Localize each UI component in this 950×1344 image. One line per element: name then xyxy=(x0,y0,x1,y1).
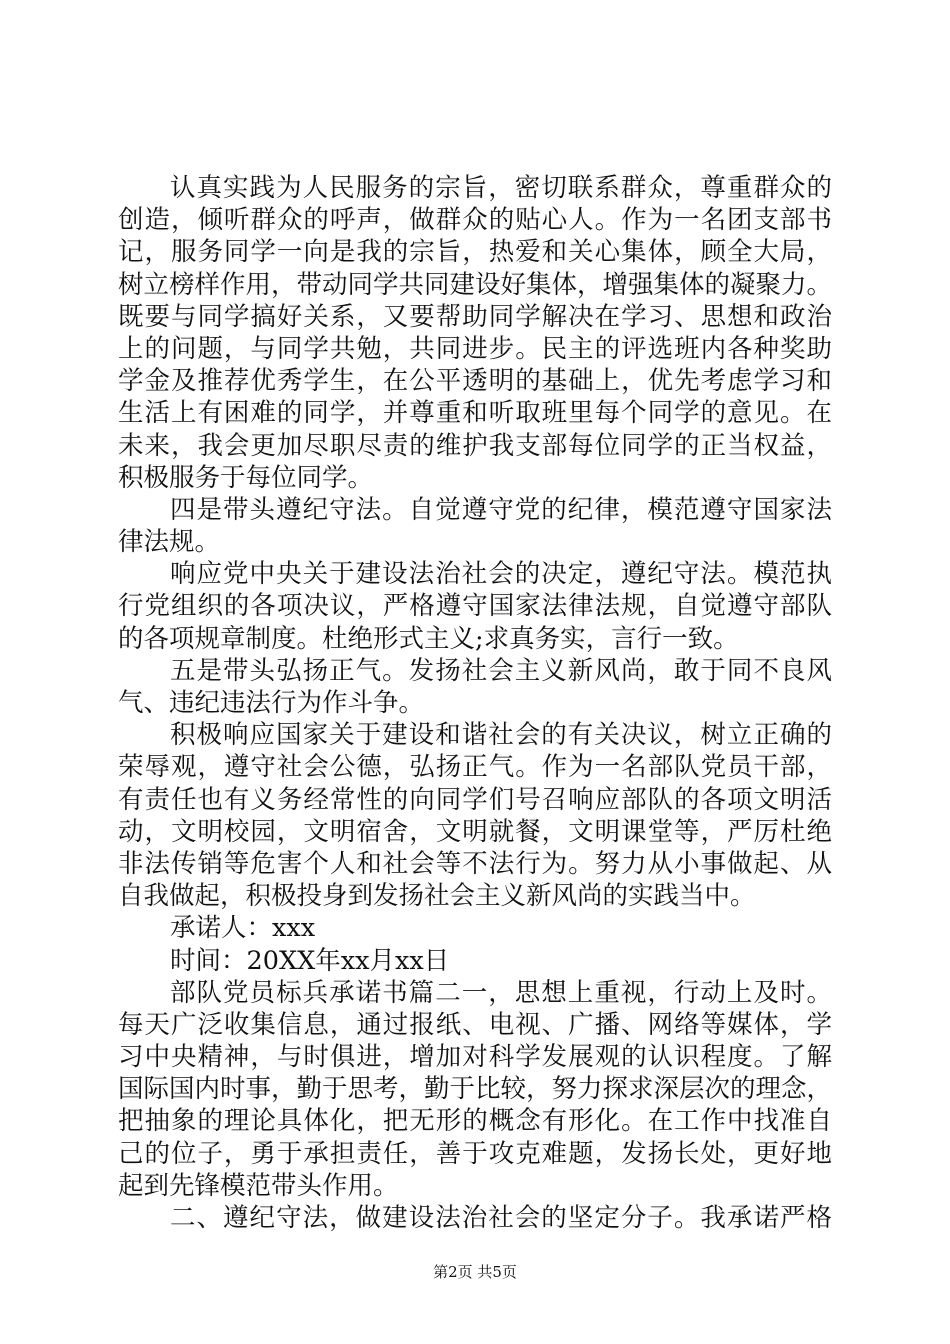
text-line: 二、遵纪守法，做建设法治社会的坚定分子。我承诺严格 xyxy=(170,1203,832,1233)
text-line: 行党组织的各项决议，严格遵守国家法律法规，自觉遵守部队 xyxy=(118,591,832,622)
document-body xyxy=(118,172,832,1234)
text-line: 记，服务同学一向是我的宗旨，热爱和关心集体，顾全大局， xyxy=(118,237,832,268)
text-line: 把抽象的理论具体化，把无形的概念有形化。在工作中找准自 xyxy=(118,1106,832,1137)
text-line: 上的问题，与同学共勉，共同进步。民主的评选班内各种奖助 xyxy=(118,333,832,364)
text-line: 时间：20XX年xx月xx日 xyxy=(170,945,450,976)
text-line: 起到先锋模范带头作用。 xyxy=(118,1170,399,1201)
text-line: 积极服务于每位同学。 xyxy=(118,462,374,493)
text-line: 响应党中央关于建设法治社会的决定，遵纪守法。模范执 xyxy=(170,559,832,590)
text-line: 习中央精神，与时俱进，增加对科学发展观的认识程度。了解 xyxy=(118,1042,832,1073)
text-line: 认真实践为人民服务的宗旨，密切联系群众，尊重群众的 xyxy=(170,173,832,203)
text-line: 学金及推荐优秀学生，在公平透明的基础上，优先考虑学习和 xyxy=(118,366,832,397)
text-line: 的各项规章制度。杜绝形式主义;求真务实，言行一致。 xyxy=(118,623,739,654)
text-line: 己的位子，勇于承担责任，善于攻克难题，发扬长处，更好地 xyxy=(118,1138,832,1169)
text-line: 既要与同学搞好关系，又要帮助同学解决在学习、思想和政治 xyxy=(118,301,832,332)
text-line: 自我做起，积极投身到发扬社会主义新风尚的实践当中。 xyxy=(118,881,756,912)
text-line: 部队党员标兵承诺书篇二一，思想上重视，行动上及时。 xyxy=(170,977,832,1008)
text-line: 未来，我会更加尽职尽责的维护我支部每位同学的正当权益， xyxy=(118,430,832,461)
text-line: 荣辱观，遵守社会公德，弘扬正气。作为一名部队党员干部， xyxy=(118,752,832,783)
page-footer xyxy=(0,1262,950,1282)
text-line: 积极响应国家关于建设和谐社会的有关决议，树立正确的 xyxy=(170,720,832,751)
text-line: 国际国内时事，勤于思考，勤于比较，努力探求深层次的理念， xyxy=(118,1074,833,1105)
text-line: 树立榜样作用，带动同学共同建设好集体，增强集体的凝聚力。 xyxy=(118,269,833,300)
text-line: 律法规。 xyxy=(118,527,221,558)
text-line: 动，文明校园，文明宿舍，文明就餐，文明课堂等，严厉杜绝 xyxy=(118,816,832,847)
text-line: 承诺人：xxx xyxy=(170,913,316,944)
text-line: 五是带头弘扬正气。发扬社会主义新风尚，敢于同不良风 xyxy=(170,655,832,686)
text-line: 有责任也有义务经常性的向同学们号召响应部队的各项文明活 xyxy=(118,784,832,815)
text-line: 生活上有困难的同学，并尊重和听取班里每个同学的意见。在 xyxy=(118,398,832,429)
text-line: 气、违纪违法行为作斗争。 xyxy=(118,688,425,718)
text-line: 四是带头遵纪守法。自觉遵守党的纪律，模范遵守国家法 xyxy=(170,494,832,525)
page-indicator: 第2页 共5页 xyxy=(433,1263,517,1281)
text-line: 创造，倾听群众的呼声，做群众的贴心人。作为一名团支部书 xyxy=(118,205,832,236)
text-line: 每天广泛收集信息，通过报纸、电视、广播、网络等媒体，学 xyxy=(118,1009,832,1040)
text-line: 非法传销等危害个人和社会等不法行为。努力从小事做起、从 xyxy=(118,848,832,879)
